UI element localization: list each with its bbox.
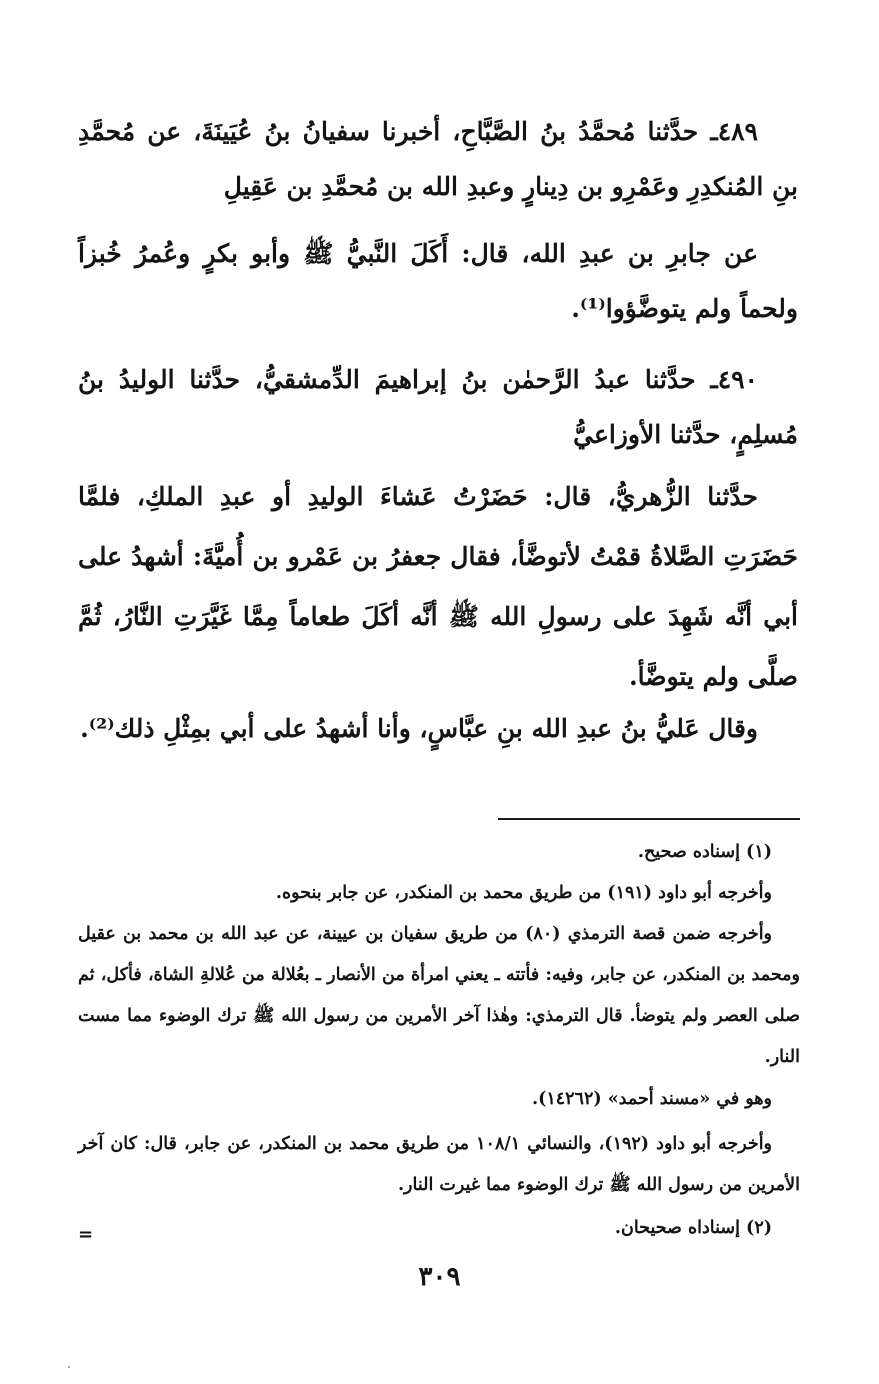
footnote-1-text: وأخرجه ضمن قصة الترمذي (٨٠) من طريق سفيان بن عيينة، عن عبد الله بن محمد بن عقيل ومحمد بن المنكدر، عن جابر، وفيه: فأتته ـ يعني امرأة من الأنصار ـ بعُلالة من عُلالةِ الشاة، فأكل، ثم صلى العصر ولم يتوضأ. قال الترمذي: وهٰذا آخر الأمرين من رسول الله ﷺ ترك الوضوء مما مست النار.	[78, 924, 800, 1067]
footnote-2: (٢) إسناداه صحيحان.	[614, 1218, 772, 1238]
footnote-1-text: وأخرجه أبو داود (١٩٢)، والنسائي ١٠٨/١ من طريق محمد بن المنكدر، عن جابر، قال: كان آخر الأمرين من رسول الله ﷺ ترك الوضوء مما غيرت النار.	[78, 1134, 800, 1195]
hadith-490-isnad: ٤٩٠ـ حدَّثنا عبدُ الرَّحمٰن بنُ إبراهيمَ الدِّمشقيُّ، حدَّثنا الوليدُ بنُ مُسلِمٍ، حدَّثنا الأوزاعيُّ	[78, 365, 798, 449]
hadith-489-matn: عن جابرِ بن عبدِ الله، قال: أَكَلَ النَّبيُّ ﷺ وأبو بكرٍ وعُمرُ خُبزاً ولحماً ولم يتوضَّؤوا⁽¹⁾.	[78, 239, 798, 323]
continuation-mark: =	[78, 1224, 94, 1245]
scan-speck	[68, 1366, 70, 1368]
hadith-489-isnad: ٤٨٩ـ حدَّثنا مُحمَّدُ بنُ الصَّبَّاحِ، أخبرنا سفيانُ بنُ عُيَينَةَ، عن مُحمَّدِ بنِ المُنكدِرِ وعَمْرِو بن دِينارٍ وعبدِ الله بن مُحمَّدِ بن عَقِيلِ	[78, 117, 798, 201]
footnote-1-text: وأخرجه أبو داود (١٩١) من طريق محمد بن المنكدر، عن جابر بنحوه.	[275, 883, 772, 903]
hadith-490-matn: حدَّثنا الزُّهريُّ، قال: حَضَرْتُ عَشاءَ الوليدِ أو عبدِ الملكِ، فلمَّا حَضَرَتِ الصَّلاةُ قمْتُ لأتوضَّأ، فقال جعفرُ بن عَمْرو بن أُميَّةَ: أشهدُ على أبي أنَّه شَهِدَ على رسولِ الله ﷺ أنَّه أكَلَ طعاماً مِمَّا غَيَّرَتِ النَّارُ، ثُمَّ صلَّى ولم يتوضَّأ.	[78, 482, 798, 691]
page-number: ٣٠٩	[418, 1262, 461, 1292]
footnote-separator	[498, 818, 800, 820]
footnote-1-text: وهو في «مسند أحمد» (١٤٢٦٢).	[531, 1089, 772, 1109]
hadith-490-addendum: وقال عَليُّ بنُ عبدِ الله بنِ عبَّاسٍ، وأنا أشهدُ على أبي بمِثْلِ ذلك⁽²⁾.	[80, 714, 758, 743]
footnote-1: (١) إسناده صحيح.	[637, 842, 772, 862]
